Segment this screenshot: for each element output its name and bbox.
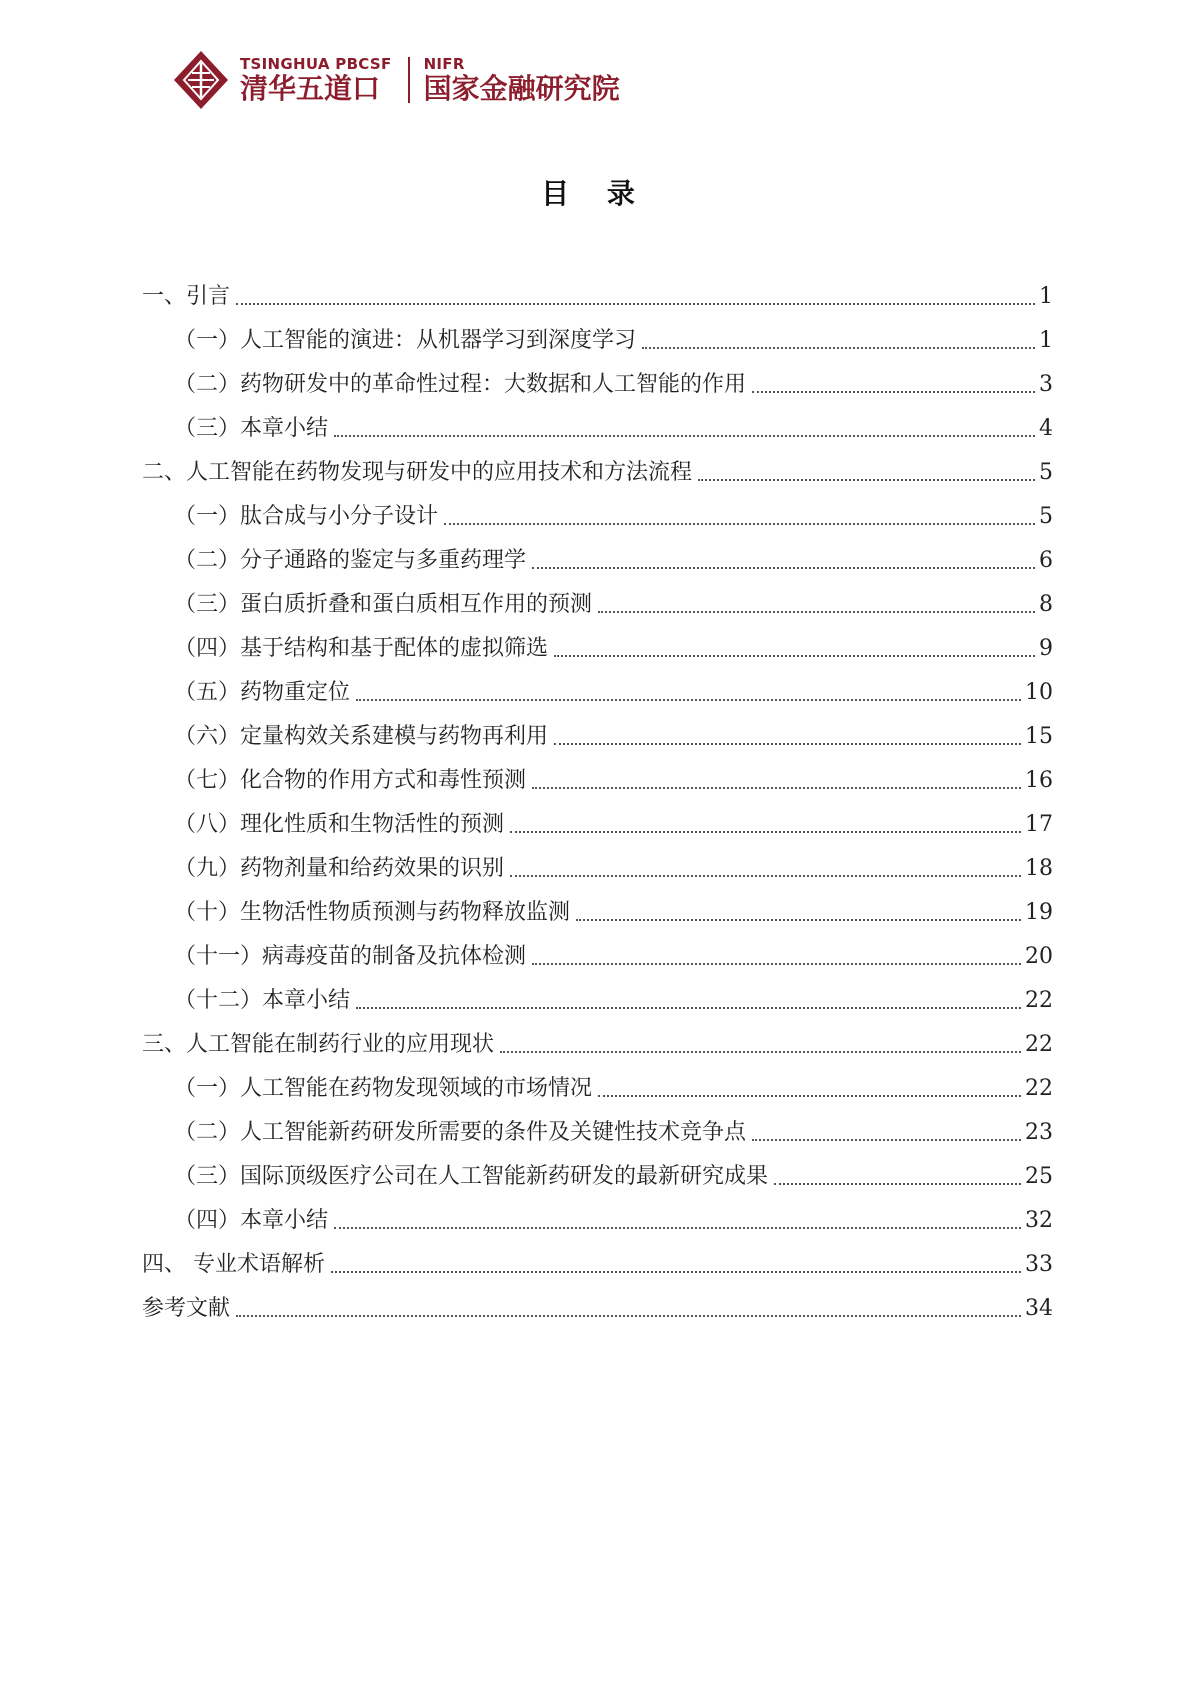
toc-entry-title: 四、 专业术语解析 [142, 1252, 325, 1277]
toc-entry-title: （十）生物活性物质预测与药物释放监测 [174, 900, 571, 925]
toc-leader-dots [500, 1049, 1021, 1053]
toc-entry[interactable] [142, 620, 1053, 664]
page-header [170, 40, 670, 120]
toc-entry-title: 三、人工智能在制药行业的应用现状 [142, 1032, 495, 1057]
toc-entry[interactable] [142, 488, 1053, 532]
toc-entry-page: 16 [1025, 768, 1053, 793]
toc-entry-page: 5 [1039, 460, 1053, 485]
page-title: 目 录 [541, 177, 649, 210]
toc-entry-page: 22 [1025, 1076, 1053, 1101]
toc-leader-dots [532, 565, 1035, 569]
toc-leader-dots [510, 873, 1021, 877]
toc-leader-dots [356, 697, 1021, 701]
toc-entry[interactable] [142, 444, 1053, 488]
toc-entry-page: 17 [1025, 812, 1053, 837]
toc-entry[interactable] [142, 268, 1053, 312]
brand-chinese: 清华五道口 [240, 72, 381, 105]
toc-leader-dots [598, 609, 1035, 613]
brand-block [240, 57, 392, 103]
toc-leader-dots [356, 1005, 1021, 1009]
toc-entry-page: 19 [1025, 900, 1053, 925]
toc-leader-dots [510, 829, 1021, 833]
toc-leader-dots [554, 741, 1021, 745]
toc-entry[interactable] [142, 1104, 1053, 1148]
toc-entry[interactable] [142, 840, 1053, 884]
institute-block [424, 57, 620, 103]
toc-entry[interactable] [142, 928, 1053, 972]
toc-entry-title: 二、人工智能在药物发现与研发中的应用技术和方法流程 [142, 460, 693, 485]
toc-entry-title: （四）基于结构和基于配体的虚拟筛选 [174, 636, 549, 661]
toc-entry-title: （十一）病毒疫苗的制备及抗体检测 [174, 944, 527, 969]
toc-entry[interactable] [142, 1060, 1053, 1104]
toc-entry-title: 参考文献 [142, 1296, 231, 1321]
toc-entry[interactable] [142, 1148, 1053, 1192]
toc-entry-title: （四）本章小结 [174, 1208, 329, 1233]
toc-entry-title: （三）本章小结 [174, 416, 329, 441]
toc-entry[interactable] [142, 884, 1053, 928]
toc-entry-title: （二）分子通路的鉴定与多重药理学 [174, 548, 527, 573]
toc-entry-title: （一）人工智能的演进：从机器学习到深度学习 [174, 328, 637, 353]
toc-entry-page: 22 [1025, 988, 1053, 1013]
institute-chinese: 国家金融研究院 [423, 72, 620, 105]
toc-entry-page: 33 [1025, 1252, 1053, 1277]
toc-entry[interactable] [142, 532, 1053, 576]
toc-entry[interactable] [142, 664, 1053, 708]
institute-english: NIFR [423, 55, 465, 73]
toc-entry-title: （六）定量构效关系建模与药物再利用 [174, 724, 549, 749]
toc-leader-dots [576, 917, 1021, 921]
toc-entry-page: 18 [1025, 856, 1053, 881]
tsinghua-logo-icon [170, 49, 232, 111]
toc-entry-title: （七）化合物的作用方式和毒性预测 [174, 768, 527, 793]
toc-entry-page: 10 [1025, 680, 1053, 705]
toc-entry-title: （三）国际顶级医疗公司在人工智能新药研发的最新研究成果 [174, 1164, 769, 1189]
toc-leader-dots [698, 477, 1035, 481]
toc-entry[interactable] [142, 312, 1053, 356]
toc-leader-dots [444, 521, 1035, 525]
toc-leader-dots [752, 389, 1035, 393]
toc-entry-page: 32 [1025, 1208, 1053, 1233]
toc-entry[interactable] [142, 576, 1053, 620]
toc-entry-page: 22 [1025, 1032, 1053, 1057]
toc-entry-title: （一）肽合成与小分子设计 [174, 504, 439, 529]
toc-entry-title: 一、引言 [142, 284, 231, 309]
toc-leader-dots [752, 1137, 1021, 1141]
toc-entry-title: （二）药物研发中的革命性过程：大数据和人工智能的作用 [174, 372, 747, 397]
toc-leader-dots [532, 961, 1021, 965]
toc-entry-page: 3 [1039, 372, 1053, 397]
toc-entry-page: 4 [1039, 416, 1053, 441]
toc-leader-dots [554, 653, 1035, 657]
toc-leader-dots [334, 433, 1035, 437]
toc-entry-title: （八）理化性质和生物活性的预测 [174, 812, 505, 837]
toc-entry-title: （九）药物剂量和给药效果的识别 [174, 856, 505, 881]
toc-leader-dots [642, 345, 1035, 349]
toc-leader-dots [532, 785, 1021, 789]
toc-entry-page: 1 [1039, 328, 1053, 353]
toc-entry-page: 1 [1039, 284, 1053, 309]
brand-divider [408, 57, 410, 103]
toc-entry[interactable] [142, 708, 1053, 752]
toc-entry[interactable] [142, 356, 1053, 400]
toc-entry[interactable] [142, 1280, 1053, 1324]
toc-entry-page: 20 [1025, 944, 1053, 969]
brand-english: TSINGHUA PBCSF [240, 55, 392, 73]
toc-entry[interactable] [142, 1236, 1053, 1280]
toc-leader-dots [331, 1269, 1021, 1273]
toc-entry-page: 8 [1039, 592, 1053, 617]
toc-entry[interactable] [142, 972, 1053, 1016]
table-of-contents [142, 268, 1053, 1324]
toc-entry-title: （一）人工智能在药物发现领域的市场情况 [174, 1076, 593, 1101]
toc-entry[interactable] [142, 752, 1053, 796]
toc-entry-page: 25 [1025, 1164, 1053, 1189]
toc-entry-title: （三）蛋白质折叠和蛋白质相互作用的预测 [174, 592, 593, 617]
toc-entry-page: 15 [1025, 724, 1053, 749]
toc-leader-dots [334, 1225, 1021, 1229]
toc-entry-title: （二）人工智能新药研发所需要的条件及关键性技术竞争点 [174, 1120, 747, 1145]
toc-leader-dots [236, 301, 1035, 305]
toc-entry[interactable] [142, 1016, 1053, 1060]
toc-leader-dots [598, 1093, 1021, 1097]
toc-leader-dots [236, 1313, 1021, 1317]
toc-leader-dots [774, 1181, 1021, 1185]
toc-entry-page: 9 [1039, 636, 1053, 661]
toc-entry[interactable] [142, 400, 1053, 444]
toc-entry-page: 34 [1025, 1296, 1053, 1321]
toc-entry[interactable] [142, 796, 1053, 840]
toc-entry-page: 5 [1039, 504, 1053, 529]
toc-entry-page: 6 [1039, 548, 1053, 573]
toc-entry[interactable] [142, 1192, 1053, 1236]
toc-entry-title: （五）药物重定位 [174, 680, 351, 705]
toc-entry-title: （十二）本章小结 [174, 988, 351, 1013]
toc-entry-page: 23 [1025, 1120, 1053, 1145]
